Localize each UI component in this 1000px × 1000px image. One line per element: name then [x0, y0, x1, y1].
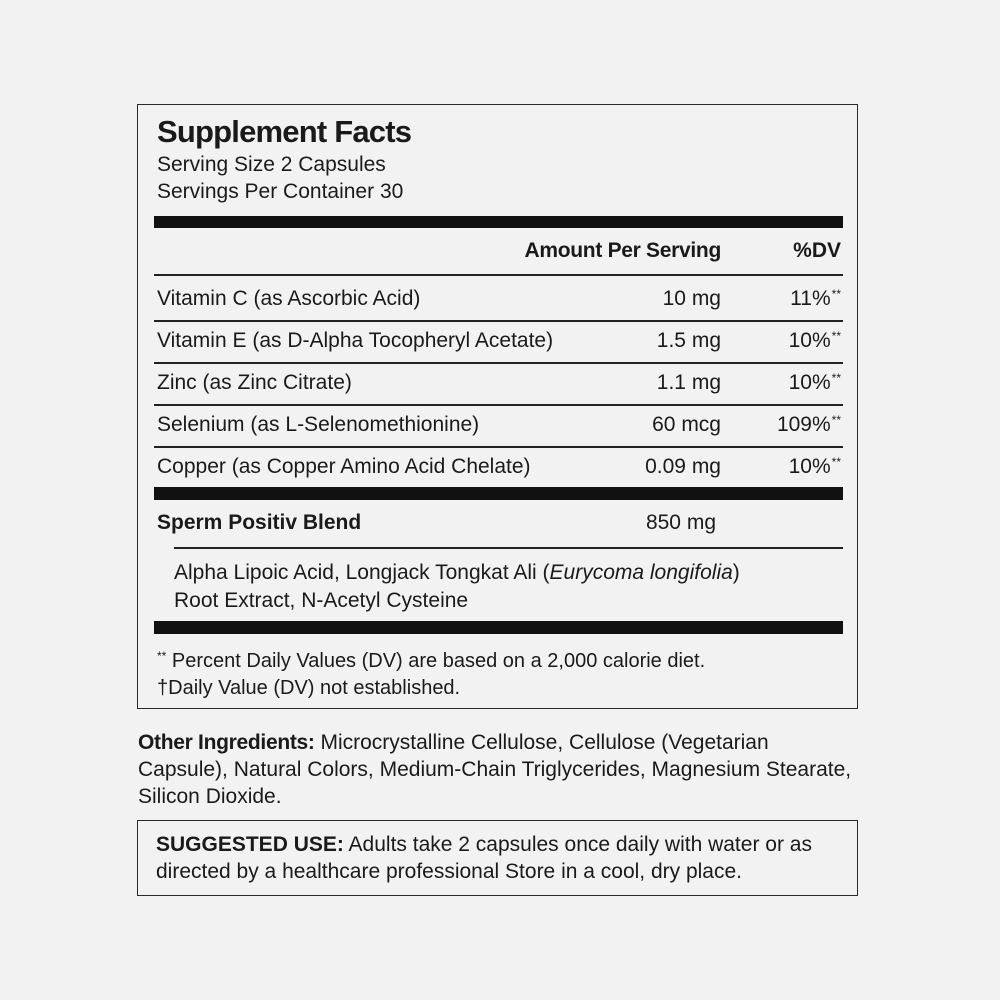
blend-amount: 850 mg [645, 511, 716, 534]
thick-divider-middle [154, 487, 843, 500]
botanical-name: Eurycoma longifolia [549, 561, 733, 584]
suggested-use [156, 831, 846, 885]
dv-footnote-mark: ** [831, 371, 841, 385]
nutrient-dv: 109%** [776, 413, 841, 436]
supplement-facts-panel [137, 104, 858, 709]
nutrient-row [154, 363, 843, 404]
thick-divider-top [154, 216, 843, 228]
nutrient-name: Copper (as Copper Amino Acid Chelate) [157, 455, 531, 478]
header-amount-per-serving: Amount Per Serving [524, 239, 721, 262]
nutrient-row [154, 447, 843, 488]
dv-footnote-mark: ** [831, 455, 841, 469]
blend-ingredients: Alpha Lipoic Acid, Longjack Tongkat Ali (Eurycoma longifolia) Root Extract, N-Acetyl Cysteine [174, 561, 740, 612]
serving-size: Serving Size 2 Capsules [157, 153, 386, 176]
suggested-use-box [137, 820, 858, 896]
nutrient-dv: 10%** [788, 329, 841, 352]
nutrient-row [154, 405, 843, 446]
other-ingredients [138, 729, 858, 810]
nutrient-amount: 0.09 mg [645, 455, 721, 478]
servings-per-container: Servings Per Container 30 [157, 180, 404, 203]
suggested-use-label: SUGGESTED USE: [156, 833, 344, 856]
panel-title: Supplement Facts [157, 114, 412, 149]
dv-footnote-mark: ** [831, 329, 841, 343]
suggested-use-text: Adults take 2 capsules once daily with water or as directed by a healthcare professional Store in a cool, dry place. [156, 833, 812, 883]
nutrient-amount: 60 mcg [652, 413, 721, 436]
blend-divider [174, 547, 843, 549]
blend-name: Sperm Positiv Blend [157, 511, 362, 534]
nutrient-dv: 10%** [788, 371, 841, 394]
nutrient-row [154, 321, 843, 362]
divider [154, 274, 843, 276]
nutrient-amount: 1.1 mg [656, 371, 721, 394]
nutrient-name: Vitamin E (as D-Alpha Tocopheryl Acetate) [157, 329, 554, 352]
nutrient-name: Zinc (as Zinc Citrate) [157, 371, 352, 394]
header-percent-dv: %DV [793, 239, 841, 262]
other-ingredients-text: Microcrystalline Cellulose, Cellulose (Vegetarian Capsule), Natural Colors, Medium-Chain Triglycerides, Magnesium Stearate, Silicon Dioxide. [138, 731, 852, 808]
dv-footnote-mark: ** [831, 287, 841, 301]
nutrient-amount: 10 mg [662, 287, 721, 310]
nutrient-name: Vitamin C (as Ascorbic Acid) [157, 287, 421, 310]
dv-footnote-mark: ** [831, 413, 841, 427]
nutrient-amount: 1.5 mg [656, 329, 721, 352]
nutrient-dv: 10%** [788, 455, 841, 478]
nutrient-name: Selenium (as L-Selenomethionine) [157, 413, 480, 436]
nutrient-row [154, 279, 843, 320]
nutrient-dv: 11%** [790, 287, 841, 310]
thick-divider-bottom [154, 621, 843, 634]
footnote-dv: ** Percent Daily Values (DV) are based on a 2,000 calorie diet. [157, 649, 706, 672]
footnote-dagger: †Daily Value (DV) not established. [157, 677, 461, 699]
other-ingredients-label: Other Ingredients: [138, 731, 315, 754]
